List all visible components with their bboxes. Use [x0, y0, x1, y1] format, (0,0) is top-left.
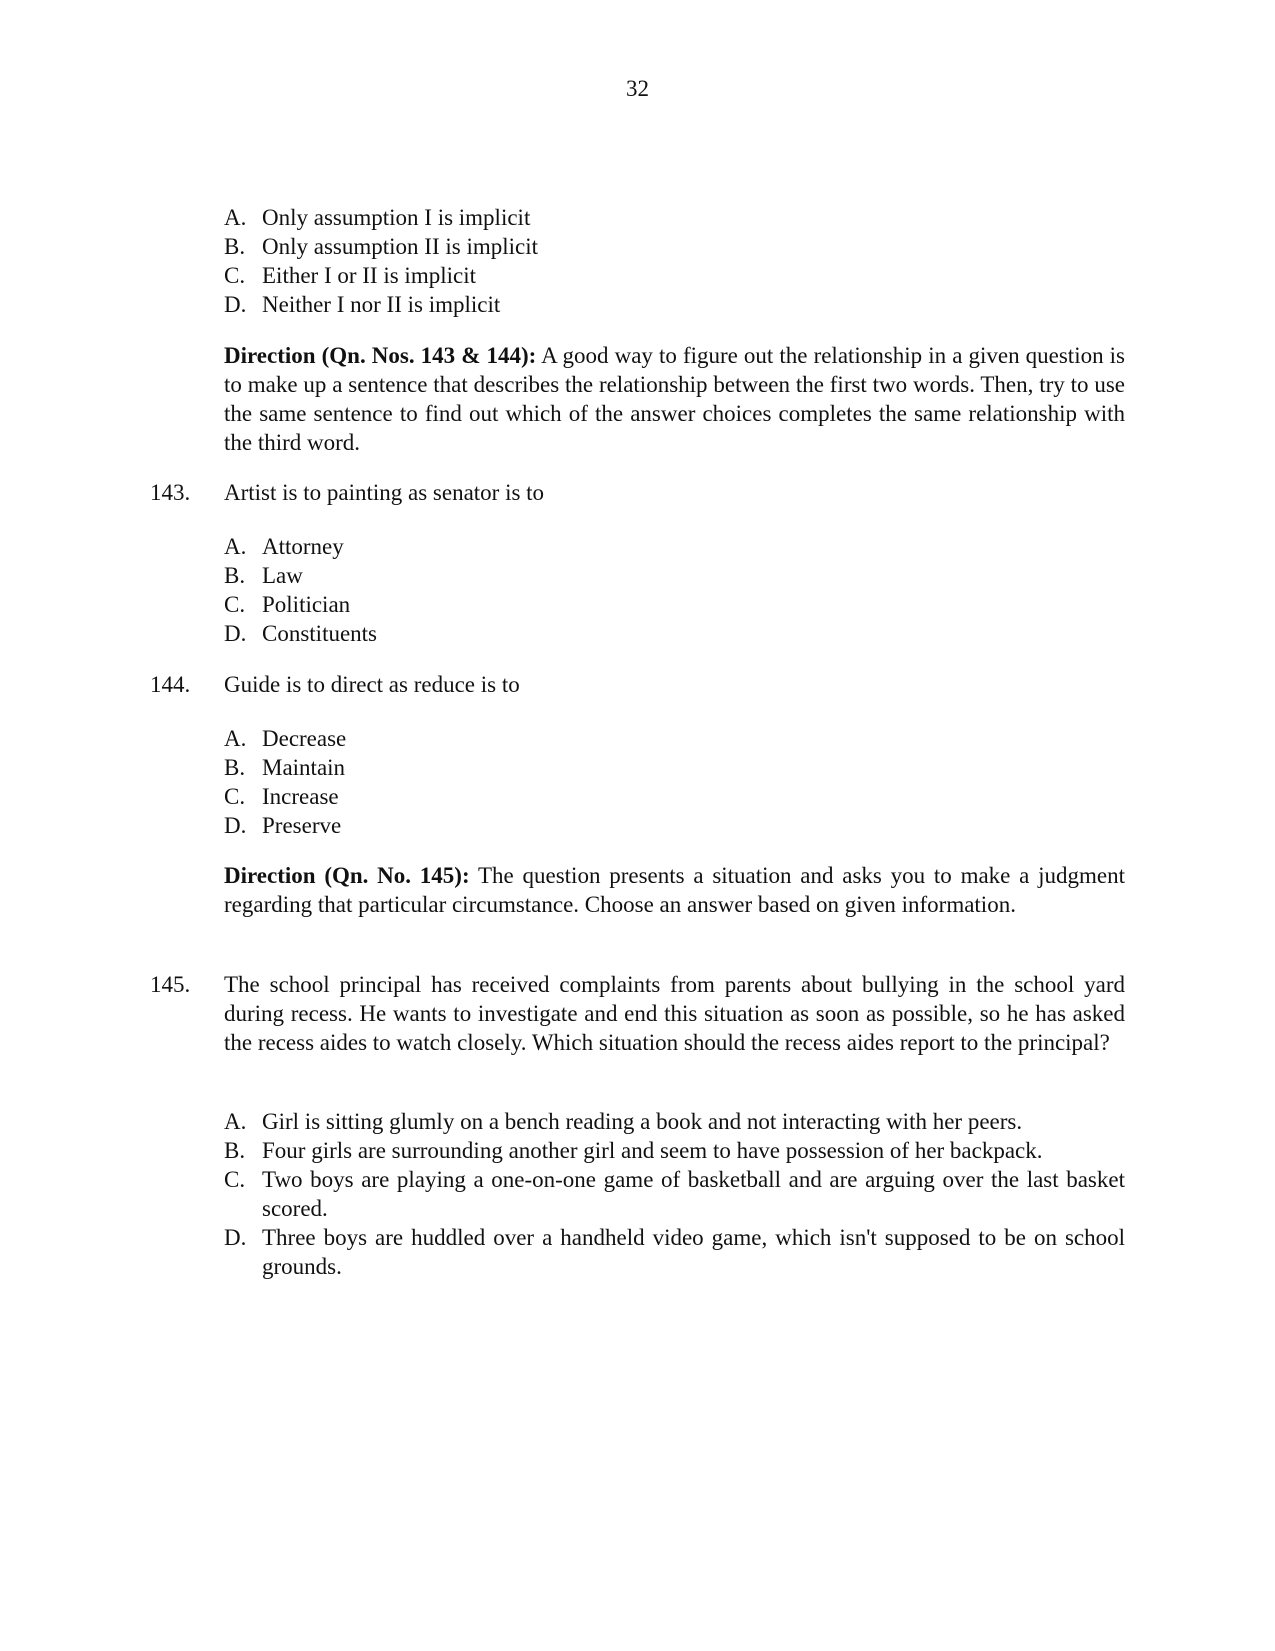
- option-letter: D.: [224, 292, 247, 317]
- option-text: Four girls are surrounding another girl and seem to have possession of her backpack.: [262, 1138, 1043, 1163]
- option-letter: B.: [224, 1138, 246, 1163]
- prev-question-options: [224, 203, 1125, 319]
- option-letter: B.: [224, 234, 246, 259]
- option-d: [224, 290, 1125, 319]
- option-letter: A.: [224, 205, 247, 230]
- option-letter: A.: [224, 726, 247, 751]
- option-text: Increase: [262, 784, 339, 809]
- option-text: Decrease: [262, 726, 347, 751]
- option-text: Law: [262, 563, 303, 588]
- option-letter: B.: [224, 755, 246, 780]
- option-a: [224, 724, 1125, 753]
- question-text-144: Guide is to direct as reduce is to: [224, 672, 520, 697]
- question-text-145: The school principal has received complaints from parents about bullying in the school yard during recess. He wants to investigate and end this situation as soon as possible, so he has asked the recess aides to watch closely. Which situation should the recess aides report to the principal?: [224, 972, 1125, 1055]
- option-text: Maintain: [262, 755, 346, 780]
- option-letter: C.: [224, 784, 246, 809]
- option-text: Only assumption II is implicit: [262, 234, 538, 259]
- direction-text: The question presents a situation and asks you to make a judgment regarding that particular circumstance. Choose an answer based on given information.: [224, 863, 1125, 917]
- question-number-143: 143.: [150, 480, 191, 505]
- option-d: [224, 619, 1125, 648]
- option-b: [224, 561, 1125, 590]
- question-143-options: [224, 532, 1125, 648]
- option-c: [224, 1165, 1125, 1223]
- option-a: [224, 532, 1125, 561]
- direction-label: Direction (Qn. Nos. 143 & 144):: [224, 343, 537, 368]
- option-text: Three boys are huddled over a handheld video game, which isn't supposed to be on school grounds.: [262, 1225, 1125, 1279]
- option-text: Two boys are playing a one-on-one game of basketball and are arguing over the last basket scored.: [262, 1167, 1125, 1221]
- option-letter: C.: [224, 1167, 246, 1192]
- option-text: Preserve: [262, 813, 342, 838]
- option-letter: D.: [224, 621, 247, 646]
- option-text: Only assumption I is implicit: [262, 205, 531, 230]
- option-letter: C.: [224, 263, 246, 288]
- option-text: Politician: [262, 592, 351, 617]
- question-144-options: [224, 724, 1125, 840]
- question-text-143: Artist is to painting as senator is to: [224, 480, 545, 505]
- option-c: [224, 782, 1125, 811]
- question-number-145: 145.: [150, 972, 191, 997]
- option-letter: C.: [224, 592, 246, 617]
- option-b: [224, 232, 1125, 261]
- option-letter: B.: [224, 563, 246, 588]
- option-text: Constituents: [262, 621, 378, 646]
- option-text: Attorney: [262, 534, 344, 559]
- question-number-144: 144.: [150, 672, 191, 697]
- option-a: [224, 203, 1125, 232]
- direction-145: [224, 861, 1125, 919]
- option-letter: D.: [224, 813, 247, 838]
- option-letter: D.: [224, 1225, 247, 1250]
- option-d: [224, 1223, 1125, 1281]
- option-b: [224, 1136, 1125, 1165]
- direction-label: Direction (Qn. No. 145):: [224, 863, 470, 888]
- option-d: [224, 811, 1125, 840]
- option-c: [224, 590, 1125, 619]
- option-c: [224, 261, 1125, 290]
- option-letter: A.: [224, 1109, 247, 1134]
- option-a: [224, 1107, 1125, 1136]
- option-text: Neither I nor II is implicit: [262, 292, 501, 317]
- direction-143-144: [224, 341, 1125, 457]
- page-number: 32: [626, 76, 649, 101]
- option-text: Girl is sitting glumly on a bench reading a book and not interacting with her peers.: [262, 1109, 1023, 1134]
- direction-text: A good way to figure out the relationship in a given question is to make up a sentence that describes the relationship between the first two words. Then, try to use the same sentence to find out which of the answer choices completes the same relationship with the third word.: [224, 343, 1125, 455]
- question-145-options: [224, 1107, 1125, 1281]
- option-text: Either I or II is implicit: [262, 263, 476, 288]
- option-b: [224, 753, 1125, 782]
- option-letter: A.: [224, 534, 247, 559]
